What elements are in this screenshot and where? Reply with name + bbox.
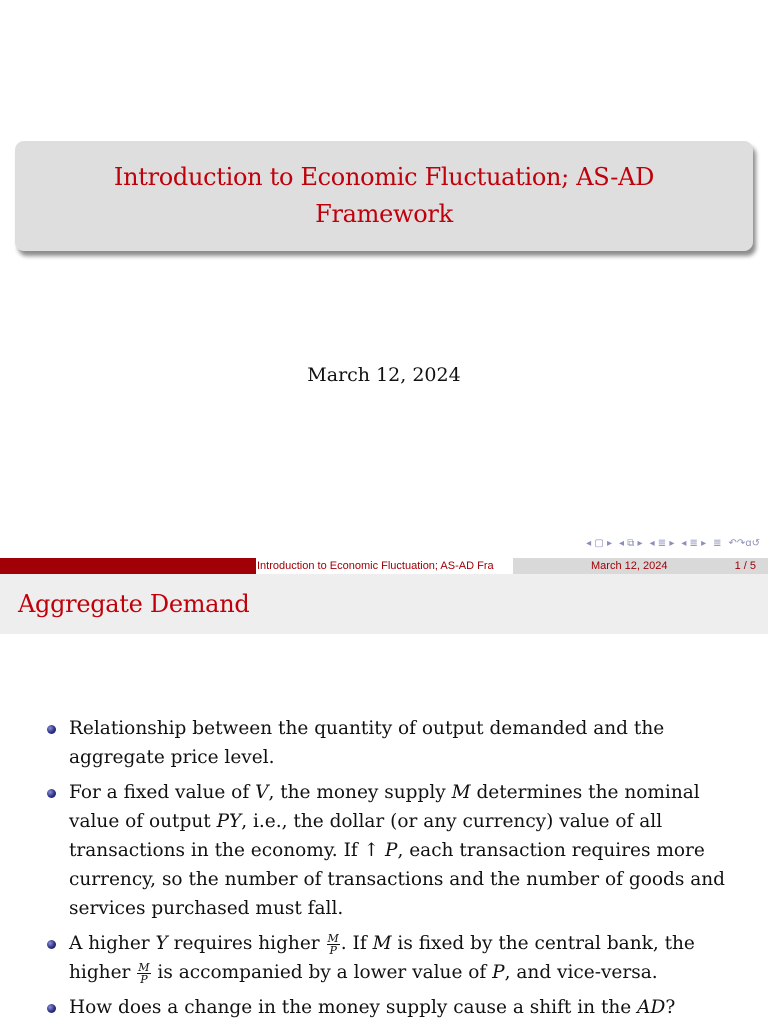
footer-date-segment [513,558,768,574]
frame-header [0,574,768,634]
bullet-text: How does a change in the money supply cause a shift in the [69,997,638,1018]
math-var: AD [637,997,666,1018]
bullet-text: A higher [69,933,156,954]
footer-title: Introduction to Economic Fluctuation; AS-AD Fra [256,558,513,574]
fraction-denominator: P [329,943,337,957]
bullet-icon [47,940,56,949]
math-var: P [492,962,505,983]
bullet-text: , the money supply [268,782,452,803]
list-item [0,993,768,1022]
math-var: PY [216,811,242,832]
fraction-m-over-p [327,933,340,956]
slide-footer [0,558,768,574]
fraction-m-over-p [137,962,150,985]
footer-page-number: 1 / 5 [734,560,756,572]
bullet-icon [47,789,56,798]
bullet-text: . If [340,933,373,954]
beamer-navigation-bar [586,538,760,549]
bullet-icon [47,725,56,734]
math-var: V [255,782,269,803]
bullet-text: ? [665,997,676,1018]
bullet-text: , i.e., the dollar (or any currency) value of all transactions in the economy. If ↑ [69,811,663,861]
fraction-numerator: M [138,960,150,974]
fraction-denominator: P [140,972,148,986]
bullet-list [0,714,768,1028]
bullet-text: requires higher [167,933,326,954]
bullet-text: is fixed by the central bank, the higher [69,933,695,983]
math-var: M [372,933,392,954]
presentation-title: Introduction to Economic Fluctuation; AS-AD Framework [113,163,655,228]
presentation-date: March 12, 2024 [307,364,461,386]
footer-author-segment [0,558,256,574]
bullet-text: , each transaction requires more currency, so the number of transactions and the number of goods and services purchased must fall. [69,840,725,919]
list-item [0,714,768,772]
fraction-numerator: M [327,931,339,945]
list-item [0,929,768,987]
list-item [0,778,768,923]
bullet-text: For a fixed value of [69,782,256,803]
nav-first-icon[interactable]: ◂ ▢ ▸ [586,538,613,549]
bullet-icon [47,1004,56,1013]
nav-search-icon[interactable]: ↶↷ɑ↺ [728,538,760,549]
aggregate-demand-slide [0,574,768,1024]
frame-title: Aggregate Demand [18,590,250,618]
math-var: Y [155,933,168,954]
footer-date: March 12, 2024 [591,560,668,572]
nav-frame-icon[interactable]: ◂ ⧉ ▸ [619,538,643,549]
bullet-text: determines the nominal value of output [69,782,700,832]
bullet-text: is accompanied by a lower value of [151,962,493,983]
nav-subsection-icon[interactable]: ◂ ≣ ▸ [681,538,707,549]
bullet-text: , and vice-versa. [504,962,658,983]
math-var: M [451,782,471,803]
title-box [15,141,753,251]
nav-section-icon[interactable]: ◂ ≣ ▸ [649,538,675,549]
math-var: P [385,840,398,861]
nav-align-icon[interactable]: ≣ [713,538,722,549]
bullet-text: Relationship between the quantity of output demanded and the aggregate price level. [69,718,665,768]
